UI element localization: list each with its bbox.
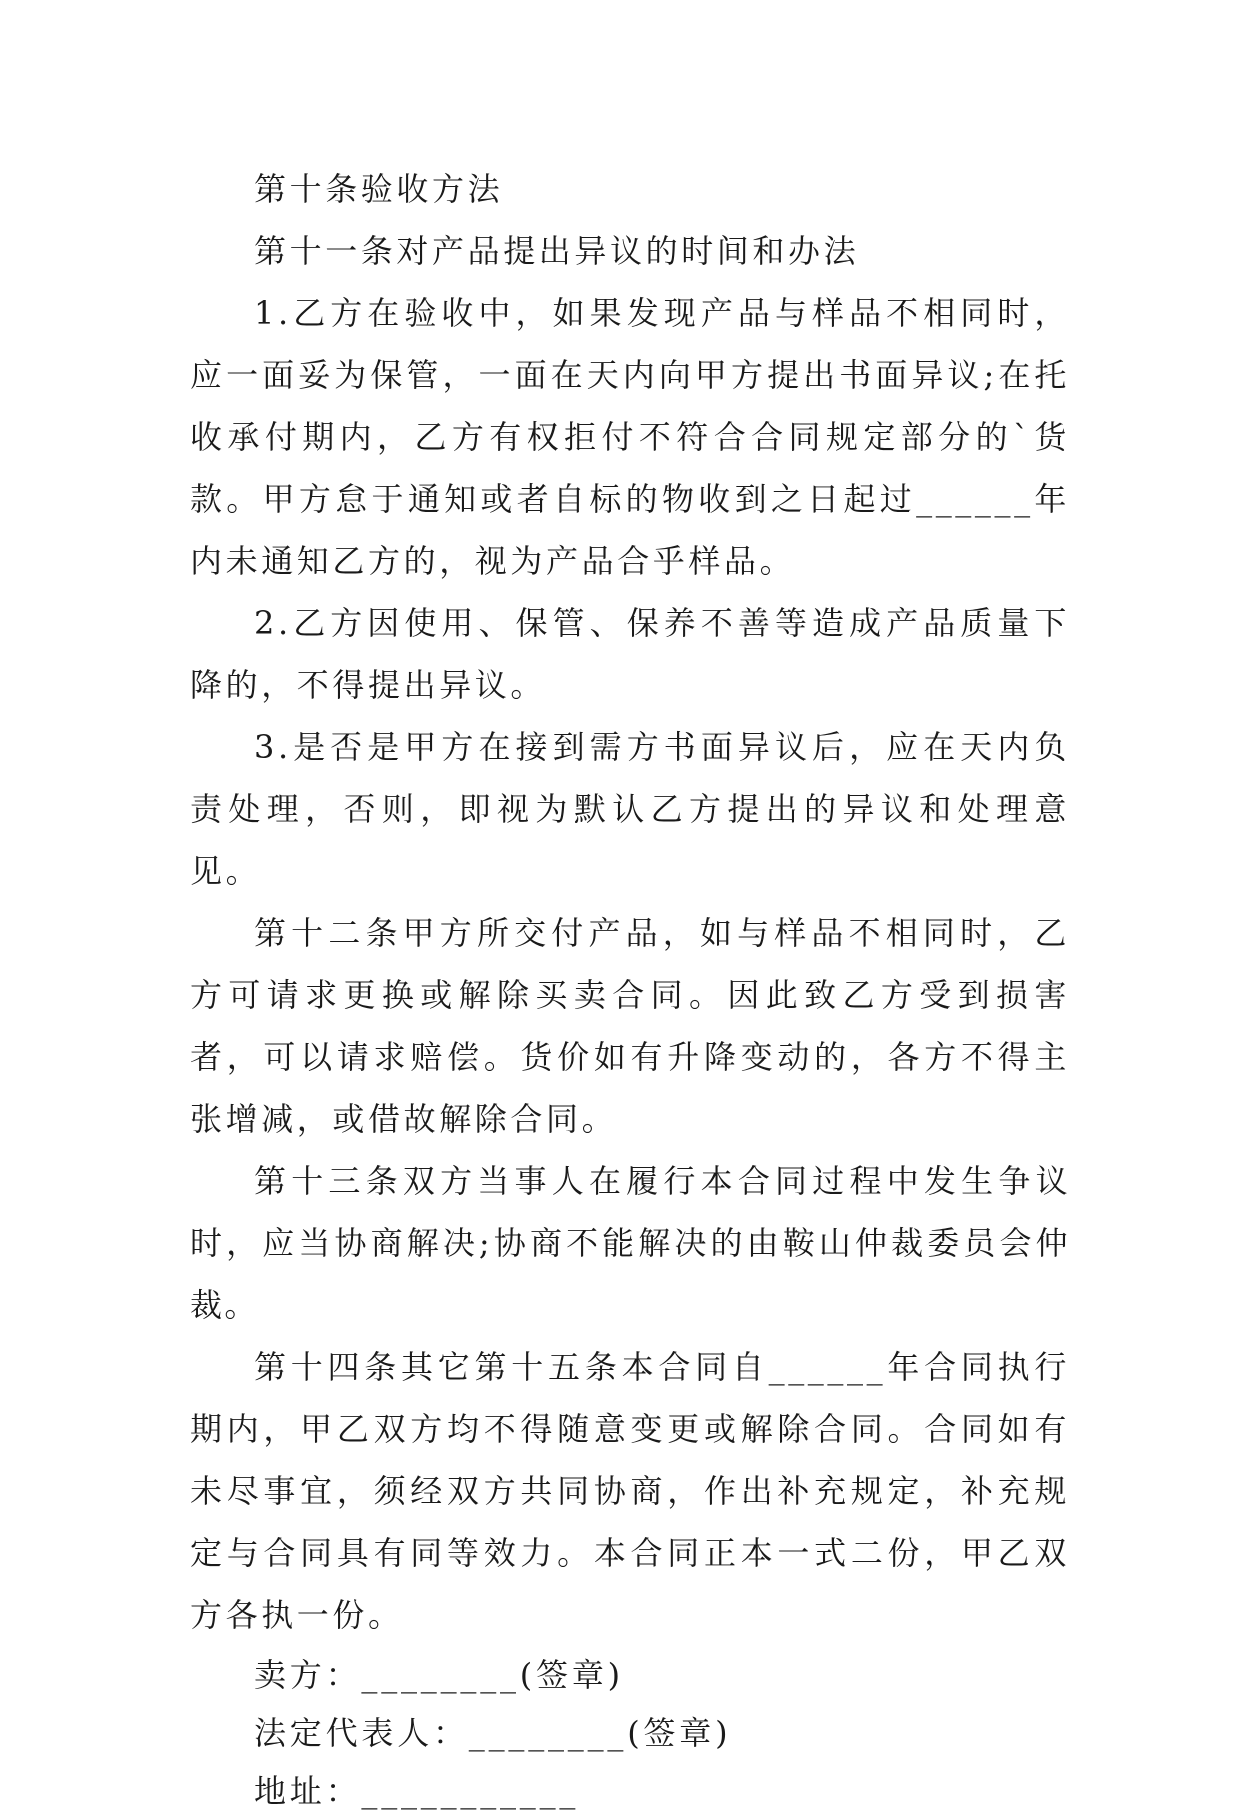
seller-signature-line: 卖方：________(签章) xyxy=(254,1656,624,1694)
article-11-heading: 第十一条对产品提出异议的时间和办法 xyxy=(254,232,860,270)
article-12-paragraph: 第十二条甲方所交付产品，如与样品不相同时，乙方可请求更换或解除买卖合同。因此致乙方受到损害者，可以请求赔偿。货价如有升降变动的，各方不得主张增减，或借故解除合同。 xyxy=(190,914,1070,1138)
clause-3-paragraph: 3.是否是甲方在接到需方书面异议后，应在天内负责处理，否则，即视为默认乙方提出的异议和处理意见。 xyxy=(190,728,1070,890)
clause-2-paragraph: 2.乙方因使用、保管、保养不善等造成产品质量下降的，不得提出异议。 xyxy=(190,604,1070,704)
clause-1-paragraph: 1.乙方在验收中，如果发现产品与样品不相同时，应一面妥为保管，一面在天内向甲方提出书面异议;在托收承付期内，乙方有权拒付不符合合同规定部分的`货款。甲方怠于通知或者自标的物收到之日起过______年内未通知乙方的，视为产品合乎样品。 xyxy=(190,294,1070,580)
legal-representative-signature-line: 法定代表人：________(签章) xyxy=(254,1714,732,1752)
article-14-15-paragraph: 第十四条其它第十五条本合同自______年合同执行期内，甲乙双方均不得随意变更或解除合同。合同如有未尽事宜，须经双方共同协商，作出补充规定，补充规定与合同具有同等效力。本合同正本一式二份，甲乙双方各执一份。 xyxy=(190,1348,1070,1634)
address-line: 地址：___________ xyxy=(254,1772,580,1810)
article-10-heading: 第十条验收方法 xyxy=(254,170,504,208)
document-body xyxy=(190,158,1070,1820)
article-13-paragraph: 第十三条双方当事人在履行本合同过程中发生争议时，应当协商解决;协商不能解决的由鞍山仲裁委员会仲裁。 xyxy=(190,1162,1070,1324)
